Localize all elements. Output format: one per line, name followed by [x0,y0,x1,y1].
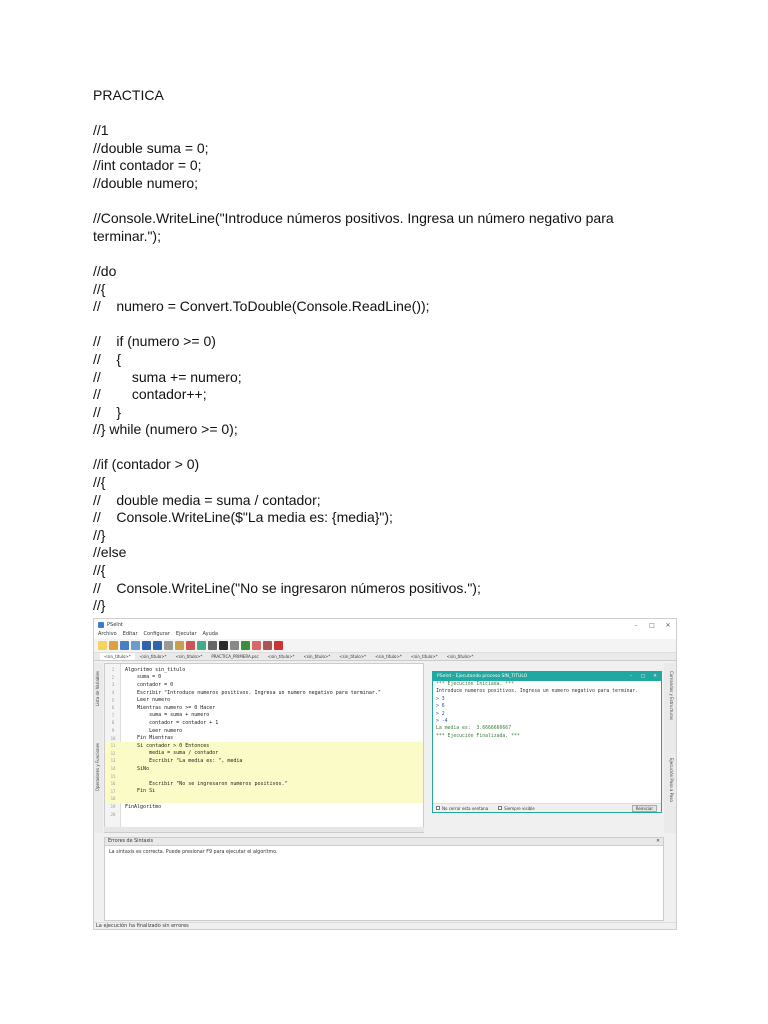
minimize-icon[interactable]: – [634,621,638,629]
document-line: // { [93,350,122,367]
document-line [93,439,693,457]
document-line: //Console.WriteLine("Introduce números positivos. Ingresa un número negativo para [93,210,614,227]
file-tabs [94,653,676,661]
execution-window [432,671,662,813]
indent-icon[interactable] [197,641,206,650]
line-number: 9 [111,728,115,734]
code-line [105,674,423,682]
output-line: > -4 [436,719,448,725]
code-text: Escribir "La media es: ", media [125,757,243,764]
menu-archivo[interactable]: Archivo [98,631,117,637]
code-editor[interactable] [104,663,424,833]
status-bar: La ejecución ha finalizado sin errores [94,922,676,929]
file-tab[interactable]: <sin_titulo>* [139,654,167,659]
code-text: suma = 0 [125,674,162,681]
tab-comandos-estructuras[interactable]: Comandos y Estructuras [669,671,674,720]
menu-editar[interactable]: Editar [122,631,138,637]
code-text: Algoritmo sin_titulo [125,666,186,673]
search-icon[interactable] [208,641,217,650]
option-no-cerrar-label: No cerrar esta ventana [442,805,489,811]
document-line [93,105,693,123]
code-text: media = suma / contador [125,750,219,757]
menu-ayuda[interactable]: Ayuda [202,631,218,637]
document-line: //{ [93,280,106,297]
document-line: // numero = Convert.ToDouble(Console.ReadLine()); [93,298,430,315]
document-line: // double media = suma / contador; [93,491,321,508]
code-text: FinAlgoritmo [125,803,162,810]
code-text: Mientras numero >= 0 Hacer [125,704,216,711]
document-line: terminar."); [93,227,161,244]
window-title: PSeInt [107,622,123,628]
output-line: > 3 [436,696,445,702]
line-number: 4 [111,690,115,696]
undo-icon[interactable] [142,641,151,650]
output-line: Introduce numeros positivos. Ingresa un numero negativo para terminar. [436,689,639,695]
menu-configurar[interactable]: Configurar [143,631,170,637]
option-siempre-visible[interactable] [498,806,535,811]
document-line: //double numero; [93,174,199,191]
menu-bar [94,631,676,639]
document-line: // Console.WriteLine("No se ingresaron números positivos."); [93,579,481,596]
help-icon[interactable] [274,641,283,650]
replace-icon[interactable] [230,641,239,650]
document-line: //if (contador > 0) [93,456,200,473]
code-line [105,757,423,765]
right-side-panel [664,663,676,833]
syntax-error-panel [104,837,664,921]
code-text: Escribir "Introduce numeros positivos. Ingresa un numero negativo para terminar." [125,689,381,696]
line-number: 3 [111,682,115,688]
document-line: // if (numero >= 0) [93,333,216,350]
paste-icon[interactable] [186,641,195,650]
execution-output [433,681,661,740]
toolbar [94,639,676,653]
code-line [105,765,423,773]
execution-footer [433,803,661,812]
line-number: 20 [110,811,116,817]
checkbox-icon[interactable] [436,806,440,810]
file-tab[interactable]: <sin_titulo>* [303,654,331,659]
syntax-error-header [105,838,663,846]
find-icon[interactable] [219,641,228,650]
save-as-icon[interactable] [131,641,140,650]
document-line [93,193,693,211]
panel-close-icon[interactable]: ✕ [655,839,660,844]
document-line: //else [93,544,127,561]
document-line: //{ [93,474,106,491]
document-line [93,245,693,263]
document-line: // } [93,403,122,420]
code-text: Si contador > 0 Entonces [125,742,210,749]
line-number: 15 [110,773,116,779]
pseint-app-icon [98,622,104,628]
menu-ejecutar[interactable]: Ejecutar [175,631,197,637]
tab-operadores-funciones[interactable]: Operadores y Funciones [95,743,100,792]
run-minimize-icon[interactable]: – [629,674,633,679]
code-line [105,719,423,727]
file-tab[interactable]: <sin_titulo>* [175,654,203,659]
code-line [105,704,423,712]
code-line [105,788,423,796]
line-number: 17 [110,788,116,794]
flowchart-icon[interactable] [263,641,272,650]
document-line: //} [93,526,106,543]
copy-icon[interactable] [175,641,184,650]
file-tab[interactable]: <sin_titulo>* [339,654,367,659]
document-line: // contador++; [93,386,207,403]
option-no-cerrar[interactable] [436,806,488,811]
run-maximize-icon[interactable]: □ [640,674,646,679]
redo-icon[interactable] [153,641,162,650]
code-line [105,689,423,697]
document-line [93,316,693,334]
new-file-icon[interactable] [98,641,107,650]
run-icon[interactable] [241,641,250,650]
output-line: *** Ejecución Finalizada. *** [436,733,520,739]
document-line: // suma += numero; [93,368,242,385]
code-line [105,772,423,780]
document-line: //do [93,262,117,279]
syntax-error-title: Errores de Sintaxis [108,839,153,844]
code-text: Escribir "No se ingresaron numeros positivos." [125,780,288,787]
tab-lista-variables[interactable]: Lista de Variables [95,671,100,707]
output-line: > 2 [436,711,445,717]
open-folder-icon[interactable] [109,641,118,650]
code-line [105,734,423,742]
code-line [105,712,423,720]
document-line: //} while (numero >= 0); [93,421,238,438]
line-number: 12 [110,750,116,756]
maximize-icon[interactable]: □ [649,621,655,629]
file-tab[interactable]: <sin_titulo>* [410,654,438,659]
output-line: *** Ejecución Iniciada. *** [436,682,514,687]
document-body [93,87,693,615]
code-text: Fin Mientras [125,735,174,742]
syntax-message: La sintaxis es correcta. Puede presionar F9 para ejecutar el algoritmo. [109,850,278,855]
code-text: suma = suma + numero [125,712,210,719]
line-number: 18 [110,796,116,802]
pseint-screenshot [93,618,677,930]
code-line [105,727,423,735]
output-line: > 6 [436,704,445,710]
save-icon[interactable] [120,641,129,650]
file-tab[interactable]: <sin_titulo>* [267,654,295,659]
checkbox-icon[interactable] [498,806,502,810]
cut-icon[interactable] [164,641,173,650]
file-tab[interactable]: <sin_titulo>* [375,654,402,659]
code-line [105,780,423,788]
code-text: Leer numero [125,697,171,704]
document-line: //int contador = 0; [93,157,202,174]
option-siempre-visible-label: Siempre visible [504,805,535,811]
code-text: Leer numero [125,727,183,734]
code-line [105,803,423,811]
code-line [105,795,423,803]
line-number: 11 [110,743,116,749]
close-icon[interactable]: ✕ [665,621,671,629]
code-line [105,666,423,674]
execution-window-title: PSeInt - Ejecutando proceso SIN_TITULO [437,674,528,679]
file-tab[interactable]: <sin_titulo>* [446,654,474,659]
code-text: contador = 0 [125,681,174,688]
line-number: 2 [111,674,115,680]
code-line [105,681,423,689]
code-line [105,696,423,704]
line-number: 8 [111,720,115,726]
code-line [105,810,423,818]
line-number: 19 [110,804,116,810]
horizontal-scrollbar[interactable] [104,827,424,832]
line-number: 14 [110,766,116,772]
left-side-panel [94,663,103,833]
line-number: 5 [111,697,115,703]
document-line: //double suma = 0; [93,139,209,156]
step-run-icon[interactable] [252,641,261,650]
line-number: 6 [111,705,115,711]
tab-ejecucion-paso[interactable]: Ejecución Paso a Paso [669,758,674,802]
run-close-icon[interactable]: ✕ [653,674,657,679]
line-number: 1 [111,667,115,673]
code-text: SiNo [125,765,150,772]
document-line: PRACTICA [93,87,164,103]
file-tab[interactable]: <sin_titulo>* [100,653,135,660]
window-titlebar [94,619,676,631]
line-number: 7 [111,712,115,718]
code-text: contador = contador + 1 [125,719,219,726]
code-line [105,742,423,750]
code-text: Fin Si [125,788,156,795]
file-tab[interactable]: PRACTICA_PRIMERA.psc [211,654,259,659]
line-number: 10 [110,735,116,741]
document-line: //{ [93,562,106,579]
line-number: 13 [110,758,116,764]
line-number: 16 [110,781,116,787]
document-line: //} [93,597,106,614]
document-line: // Console.WriteLine($"La media es: {media}"); [93,509,393,526]
code-line [105,750,423,758]
restart-button[interactable]: Reiniciar [632,805,657,812]
output-line: La media es: 3.6666666667 [436,726,512,732]
document-line: //1 [93,122,109,139]
execution-window-titlebar [433,672,661,681]
